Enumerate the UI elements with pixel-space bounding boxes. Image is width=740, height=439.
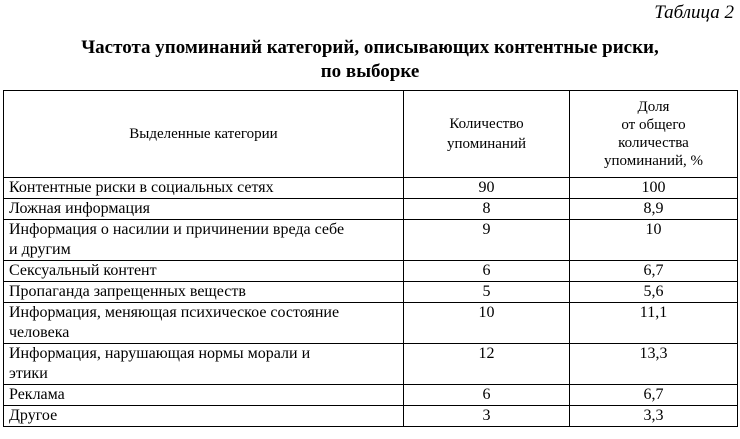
row-category	[4, 220, 404, 261]
row-category	[4, 344, 404, 385]
table-header-row	[4, 91, 738, 178]
table-row	[4, 261, 738, 282]
header-count-line-2: упоминаний	[446, 136, 527, 152]
row-count: 8	[404, 199, 570, 220]
header-count	[404, 91, 570, 178]
row-count: 3	[404, 406, 570, 427]
table-row	[4, 220, 738, 261]
row-share: 8,9	[570, 199, 738, 220]
row-category	[4, 385, 404, 406]
row-share: 11,1	[570, 303, 738, 344]
table-title-line-2: по выборке	[320, 61, 420, 82]
header-share-line-4: упоминаний, %	[603, 153, 704, 169]
row-category-line: Другое	[9, 407, 58, 424]
table-row	[4, 303, 738, 344]
row-count: 10	[404, 303, 570, 344]
data-table	[3, 90, 738, 427]
row-category-line: Информация, нарушающая нормы морали и	[9, 345, 311, 362]
row-category-line: Сексуальный контент	[9, 262, 157, 279]
header-category-text: Выделенные категории	[129, 126, 278, 142]
row-category	[4, 282, 404, 303]
table-title	[0, 36, 740, 84]
row-count: 6	[404, 261, 570, 282]
row-count: 9	[404, 220, 570, 261]
header-count-line-1: Количество	[449, 116, 524, 132]
row-category-line: человека	[9, 324, 70, 341]
table-row	[4, 406, 738, 427]
row-category-line: Информация, меняющая психическое состояние	[9, 304, 340, 321]
row-share: 10	[570, 220, 738, 261]
table-number-label: Таблица 2	[654, 2, 734, 23]
row-count: 6	[404, 385, 570, 406]
table-row	[4, 199, 738, 220]
header-share	[570, 91, 738, 178]
table-row	[4, 385, 738, 406]
table-title-line-1: Частота упоминаний категорий, описывающих контентные риски,	[81, 37, 659, 58]
row-share: 5,6	[570, 282, 738, 303]
row-category-line: Информация о насилии и причинении вреда себе	[9, 221, 345, 238]
row-category-line: и другим	[9, 241, 71, 258]
row-category-line: Контентные риски в социальных сетях	[9, 179, 274, 196]
row-category-line: Реклама	[9, 386, 65, 403]
row-category	[4, 303, 404, 344]
row-count: 5	[404, 282, 570, 303]
header-share-line-3: количества	[618, 135, 689, 151]
row-category	[4, 199, 404, 220]
row-count: 90	[404, 178, 570, 199]
table-row	[4, 178, 738, 199]
row-category	[4, 178, 404, 199]
row-share: 6,7	[570, 385, 738, 406]
row-category-line: этики	[9, 365, 48, 382]
row-category	[4, 261, 404, 282]
header-share-line-1: Доля	[637, 99, 670, 115]
table-row	[4, 282, 738, 303]
row-share: 6,7	[570, 261, 738, 282]
row-category	[4, 406, 404, 427]
table-row	[4, 344, 738, 385]
row-count: 12	[404, 344, 570, 385]
header-category	[4, 91, 404, 178]
row-share: 3,3	[570, 406, 738, 427]
row-category-line: Ложная информация	[9, 200, 150, 217]
row-share: 13,3	[570, 344, 738, 385]
header-share-line-2: от общего	[621, 117, 686, 133]
row-category-line: Пропаганда запрещенных веществ	[9, 283, 246, 300]
row-share: 100	[570, 178, 738, 199]
